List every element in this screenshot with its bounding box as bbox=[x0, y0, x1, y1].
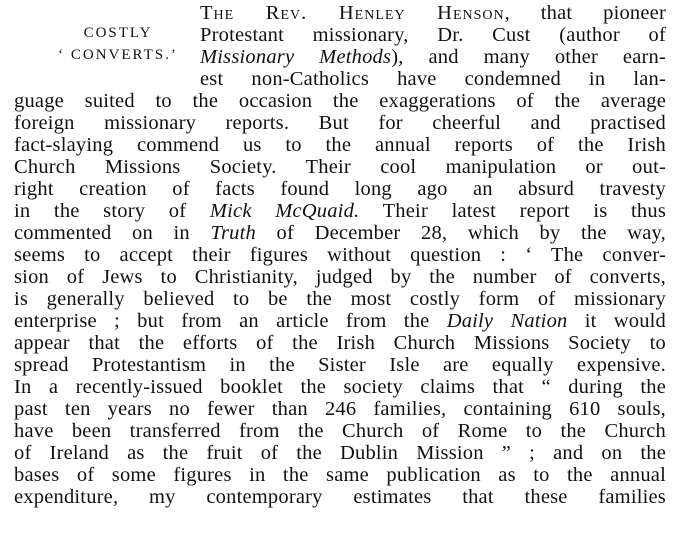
text-segment: appear that the efforts of the Irish Church Missions Society to bbox=[14, 332, 666, 354]
text-line bbox=[14, 310, 666, 332]
margin-note-line: ‘ CONVERTS.’ bbox=[58, 47, 178, 63]
text-segment: fact-slaying commend us to the annual reports of the Irish bbox=[14, 134, 666, 156]
text-segment: foreign missionary reports. But for cheerful and practised bbox=[14, 112, 666, 134]
text-line bbox=[14, 266, 666, 288]
text-segment: Their latest report is thus bbox=[359, 200, 666, 222]
text-segment: Church Missions Society. Their cool manipulation or out- bbox=[14, 156, 666, 178]
text-segment: right creation of facts found long ago an absurd travesty bbox=[14, 178, 666, 200]
text-segment: of December 28, which by the way, bbox=[255, 222, 666, 244]
text-line bbox=[200, 24, 666, 46]
text-line bbox=[200, 46, 666, 68]
text-line bbox=[14, 332, 666, 354]
text-segment: is generally believed to be the most costly form of missionary bbox=[14, 288, 666, 310]
text-line bbox=[200, 68, 666, 90]
text-line bbox=[14, 376, 666, 398]
text-line bbox=[14, 288, 666, 310]
text-segment: In a recently-issued booklet the society claims that “ during the bbox=[14, 376, 666, 398]
text-line bbox=[14, 464, 666, 486]
text-segment: Missionary Methods bbox=[200, 46, 392, 68]
text-segment: ), and many other earn- bbox=[391, 46, 667, 68]
margin-note bbox=[48, 22, 188, 66]
text-segment: , that pioneer bbox=[504, 2, 666, 24]
margin-note-line: COSTLY bbox=[83, 25, 153, 41]
text-segment: commented on in bbox=[14, 222, 211, 244]
text-segment: The Rev. Henley Henson bbox=[200, 2, 505, 24]
text-segment: guage suited to the occasion the exaggerations of the average bbox=[14, 90, 666, 112]
text-line bbox=[14, 442, 666, 464]
text-segment: spread Protestantism in the Sister Isle are equally expensive. bbox=[14, 354, 666, 376]
text-segment: Daily Nation bbox=[446, 310, 568, 332]
text-line bbox=[14, 90, 666, 112]
text-line bbox=[14, 398, 666, 420]
text-segment: est non-Catholics have condemned in lan- bbox=[200, 68, 666, 90]
text-line bbox=[14, 244, 666, 266]
text-segment: enterprise ; but from an article from the bbox=[14, 310, 447, 332]
text-line bbox=[200, 2, 666, 24]
text-segment: in the story of bbox=[14, 200, 210, 222]
text-segment: past ten years no fewer than 246 families, containing 610 souls, bbox=[14, 398, 666, 420]
text-line bbox=[14, 354, 666, 376]
text-segment: Truth bbox=[210, 222, 256, 244]
text-segment: have been transferred from the Church of Rome to the Church bbox=[14, 420, 666, 442]
text-line bbox=[14, 420, 666, 442]
text-line bbox=[14, 156, 666, 178]
text-segment: of Ireland as the fruit of the Dublin Mission ” ; and on the bbox=[14, 442, 666, 464]
text-segment: sion of Jews to Christianity, judged by the number of converts, bbox=[14, 266, 666, 288]
text-line bbox=[14, 222, 666, 244]
text-line bbox=[14, 178, 666, 200]
text-line bbox=[14, 486, 666, 508]
text-segment: expenditure, my contemporary estimates that these families bbox=[14, 486, 666, 508]
text-line bbox=[14, 134, 666, 156]
text-segment: it would bbox=[567, 310, 666, 332]
text-segment: Protestant missionary, Dr. Cust (author of bbox=[200, 24, 666, 46]
text-segment: bases of some figures in the same publication as to the annual bbox=[14, 464, 666, 486]
text-line bbox=[14, 112, 666, 134]
text-line bbox=[14, 200, 666, 222]
text-segment: seems to accept their figures without question : ‘ The conver- bbox=[14, 244, 666, 266]
text-segment: Mick McQuaid. bbox=[209, 200, 360, 222]
